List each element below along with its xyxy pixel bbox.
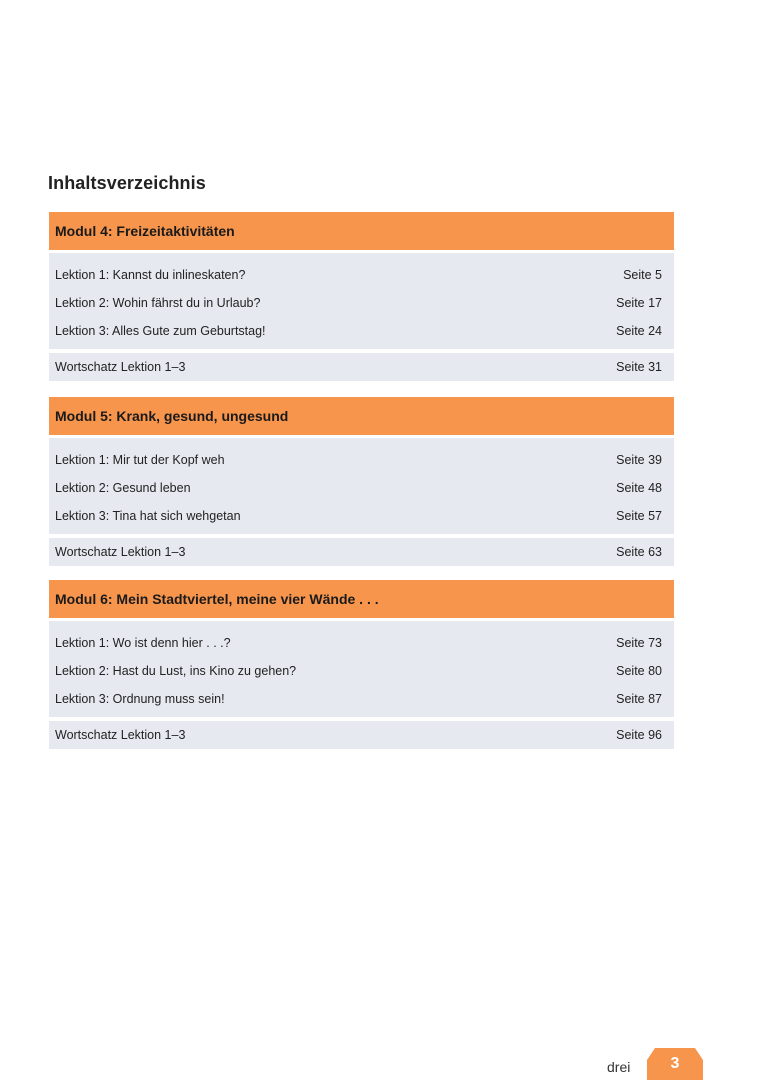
lesson-label: Lektion 2: Hast du Lust, ins Kino zu gehen? (55, 664, 297, 678)
lesson-row[interactable] (49, 629, 674, 657)
lesson-page: Seite 17 (616, 296, 662, 310)
vocab-label: Wortschatz Lektion 1–3 (55, 545, 186, 559)
lesson-row[interactable] (49, 317, 674, 345)
lesson-label: Lektion 3: Tina hat sich wehgetan (55, 509, 241, 523)
lesson-row[interactable] (49, 446, 674, 474)
lesson-row[interactable] (49, 657, 674, 685)
lesson-page: Seite 39 (616, 453, 662, 467)
lesson-row[interactable] (49, 685, 674, 713)
page-number: 3 (670, 1055, 680, 1072)
lesson-page: Seite 87 (616, 692, 662, 706)
page-number-badge (647, 1048, 703, 1080)
vocab-label: Wortschatz Lektion 1–3 (55, 728, 186, 742)
vocab-row[interactable] (49, 721, 674, 749)
lesson-label: Lektion 1: Mir tut der Kopf weh (55, 453, 225, 467)
vocab-row[interactable] (49, 538, 674, 566)
lesson-label: Lektion 1: Kannst du inlineskaten? (55, 268, 246, 282)
lesson-label: Lektion 1: Wo ist denn hier . . .? (55, 636, 231, 650)
lesson-row[interactable] (49, 261, 674, 289)
module-5 (49, 397, 674, 566)
module-header: Modul 4: Freizeitaktivitäten (49, 212, 674, 250)
vocab-label: Wortschatz Lektion 1–3 (55, 360, 186, 374)
module-header: Modul 6: Mein Stadtviertel, meine vier Wände . . . (49, 580, 674, 618)
module-header: Modul 5: Krank, gesund, ungesund (49, 397, 674, 435)
module-4 (49, 212, 674, 381)
vocab-row-container (49, 721, 674, 749)
lesson-row[interactable] (49, 474, 674, 502)
module-6 (49, 580, 674, 749)
vocab-page: Seite 63 (616, 545, 662, 559)
lesson-list (49, 438, 674, 534)
lesson-label: Lektion 3: Alles Gute zum Geburtstag! (55, 324, 266, 338)
lesson-page: Seite 73 (616, 636, 662, 650)
page-number-word: drei (607, 1059, 631, 1075)
lesson-page: Seite 57 (616, 509, 662, 523)
lesson-list (49, 253, 674, 349)
lesson-label: Lektion 2: Gesund leben (55, 481, 191, 495)
lesson-page: Seite 24 (616, 324, 662, 338)
lesson-list (49, 621, 674, 717)
lesson-row[interactable] (49, 502, 674, 530)
lesson-page: Seite 48 (616, 481, 662, 495)
lesson-row[interactable] (49, 289, 674, 317)
vocab-row[interactable] (49, 353, 674, 381)
page-title: Inhaltsverzeichnis (48, 173, 206, 193)
vocab-page: Seite 31 (616, 360, 662, 374)
vocab-row-container (49, 353, 674, 381)
lesson-page: Seite 80 (616, 664, 662, 678)
vocab-row-container (49, 538, 674, 566)
lesson-page: Seite 5 (623, 268, 662, 282)
lesson-label: Lektion 3: Ordnung muss sein! (55, 692, 225, 706)
lesson-label: Lektion 2: Wohin fährst du in Urlaub? (55, 296, 261, 310)
vocab-page: Seite 96 (616, 728, 662, 742)
